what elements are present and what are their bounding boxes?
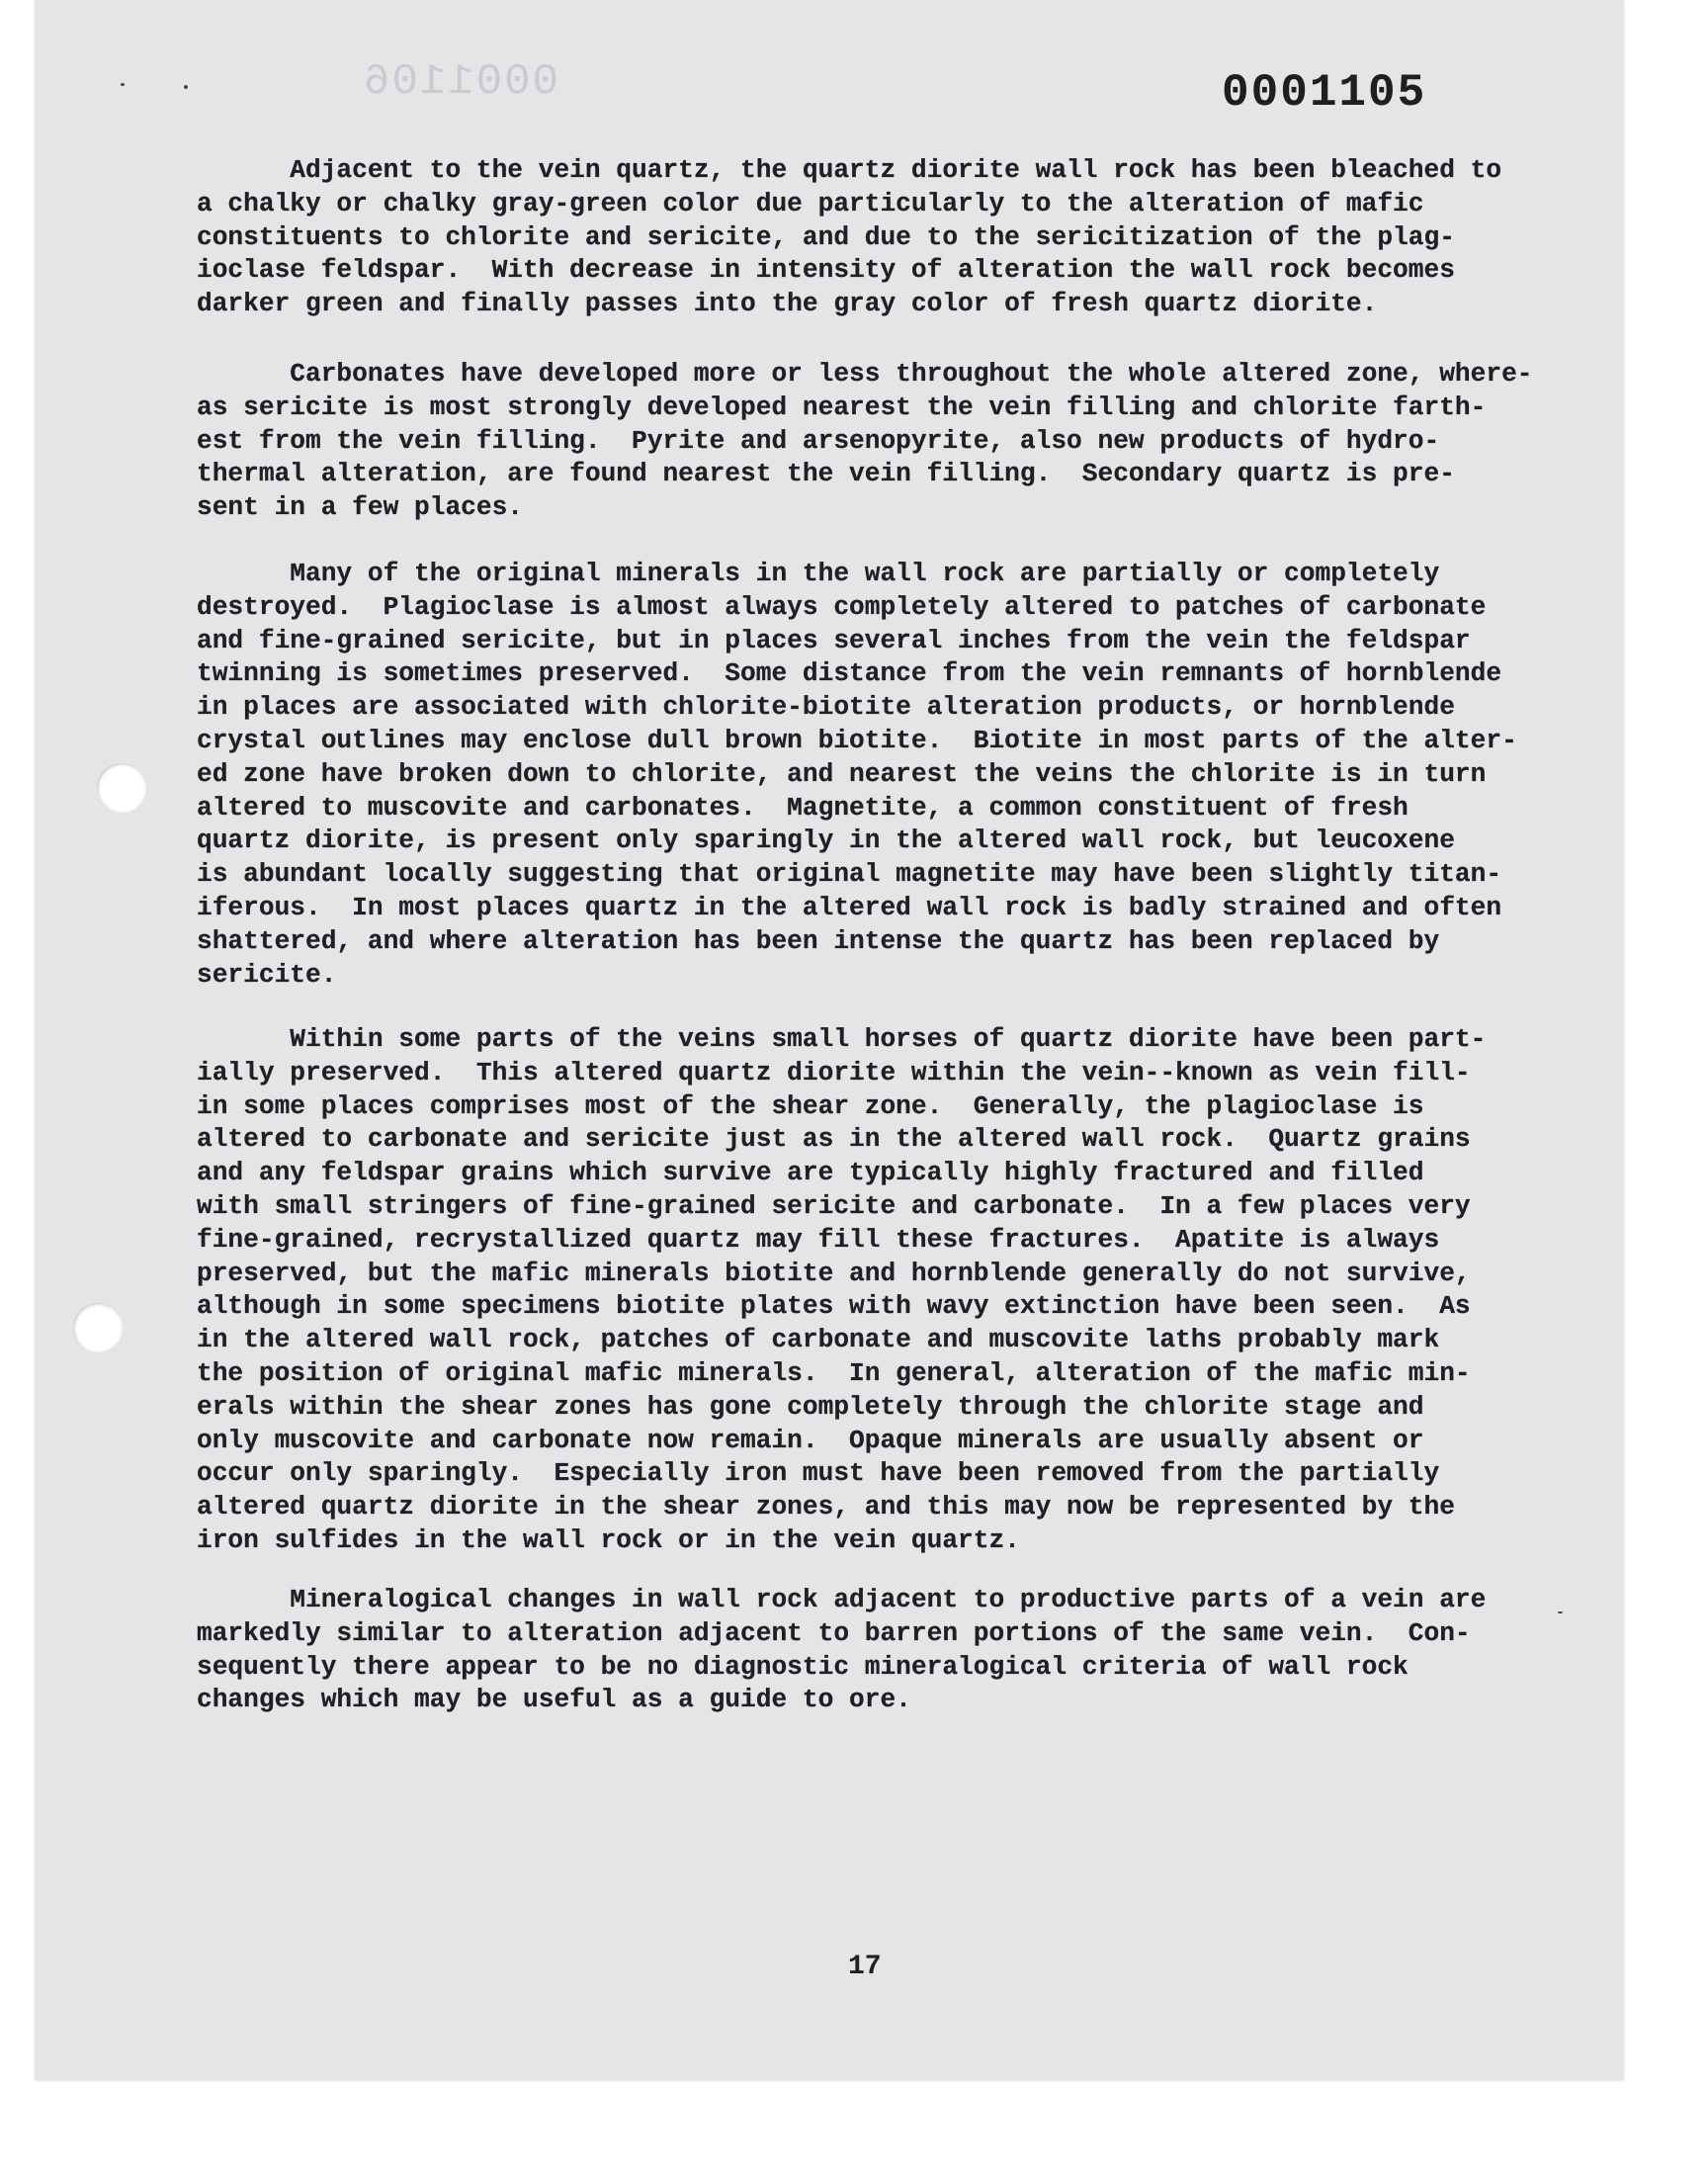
paragraph-vein-horses: Within some parts of the veins small horses of quartz diorite have been part- ially preserved. This altered quartz diorite within the vein--known as vein fill- in some places comprises most of the shear zone. Generally, the plagioclase is altered to carbonate and sericite just as in the altered wall rock. Quartz grains and any feldspar grains which survive are typically highly fractured and filled with small stringers of fine-grained sericite and carbonate. In a few places very fine-grained, recrystallized quartz may fill these fractures. Apatite is always preserved, but the mafic minerals biotite and hornblende generally do not survive, although in some specimens biotite plates with wavy extinction have been seen. As in the altered wall rock, patches of carbonate and muscovite laths probably mark the position of original mafic minerals. In general, alteration of the mafic min- erals within the shear zones has gone completely through the chlorite stage and only muscovite and carbonate now remain. Opaque minerals are usually absent or occur only sparingly. Especially iron must have been removed from the partially altered quartz diorite in the shear zones, and this may now be represented by the iron sulfides in the wall rock or in the vein quartz. [197, 1024, 1487, 1555]
document-number: 0001105 [1222, 67, 1427, 119]
paragraph-mineralogical-changes: Mineralogical changes in wall rock adjacent to productive parts of a vein are markedly similar to alteration adjacent to barren portions of the same vein. Con- sequently there appear to be no diagnostic mineralogical criteria of wall rock changes which may be useful as a guide to ore. [197, 1585, 1487, 1715]
scan-speck [184, 85, 188, 89]
punch-hole-bottom [73, 1303, 123, 1352]
paragraph-carbonates: Carbonates have developed more or less throughout the whole altered zone, where- as sericite is most strongly developed nearest the vein filling and chlorite farth- est from the vein filling. Pyrite and arsenopyrite, also new products of hydro- thermal alteration, are found nearest the vein filling. Secondary quartz is pre- sent in a few places. [197, 359, 1533, 523]
paragraph-bleached-wall-rock: Adjacent to the vein quartz, the quartz diorite wall rock has been bleached to a chalky or chalky gray-green color due particularly to the alteration of mafic constituents to chlorite and sericite, and due to the sericitization of the plag- ioclase feldspar. With decrease in intensity of alteration the wall rock becomes darker green and finally passes into the gray color of fresh quartz diorite. [197, 155, 1502, 319]
scan-speck [121, 83, 125, 86]
scanned-page [36, 0, 1623, 2080]
paragraph-original-minerals: Many of the original minerals in the wall rock are partially or completely destroyed. Plagioclase is almost always completely altered to patches of carbonate and fine-grained sericite, but in places several inches from the vein the feldspar twinning is sometimes preserved. Some distance from the vein remnants of hornblende in places are associated with chlorite-biotite alteration products, or hornblende crystal outlines may enclose dull brown biotite. Biotite in most parts of the alter- ed zone have broken down to chlorite, and nearest the veins the chlorite is in turn altered to muscovite and carbonates. Magnetite, a common constituent of fresh quartz diorite, is present only sparingly in the altered wall rock, but leucoxene is abundant locally suggesting that original magnetite may have been slightly titan- iferous. In most places quartz in the altered wall rock is badly strained and often shattered, and where alteration has been intense the quartz has been replaced by sericite. [197, 559, 1517, 990]
scan-speck [1558, 1611, 1563, 1613]
punch-hole-top [97, 763, 146, 813]
show-through-number: 0001106 [362, 57, 558, 107]
page-number: 17 [848, 1952, 882, 1982]
